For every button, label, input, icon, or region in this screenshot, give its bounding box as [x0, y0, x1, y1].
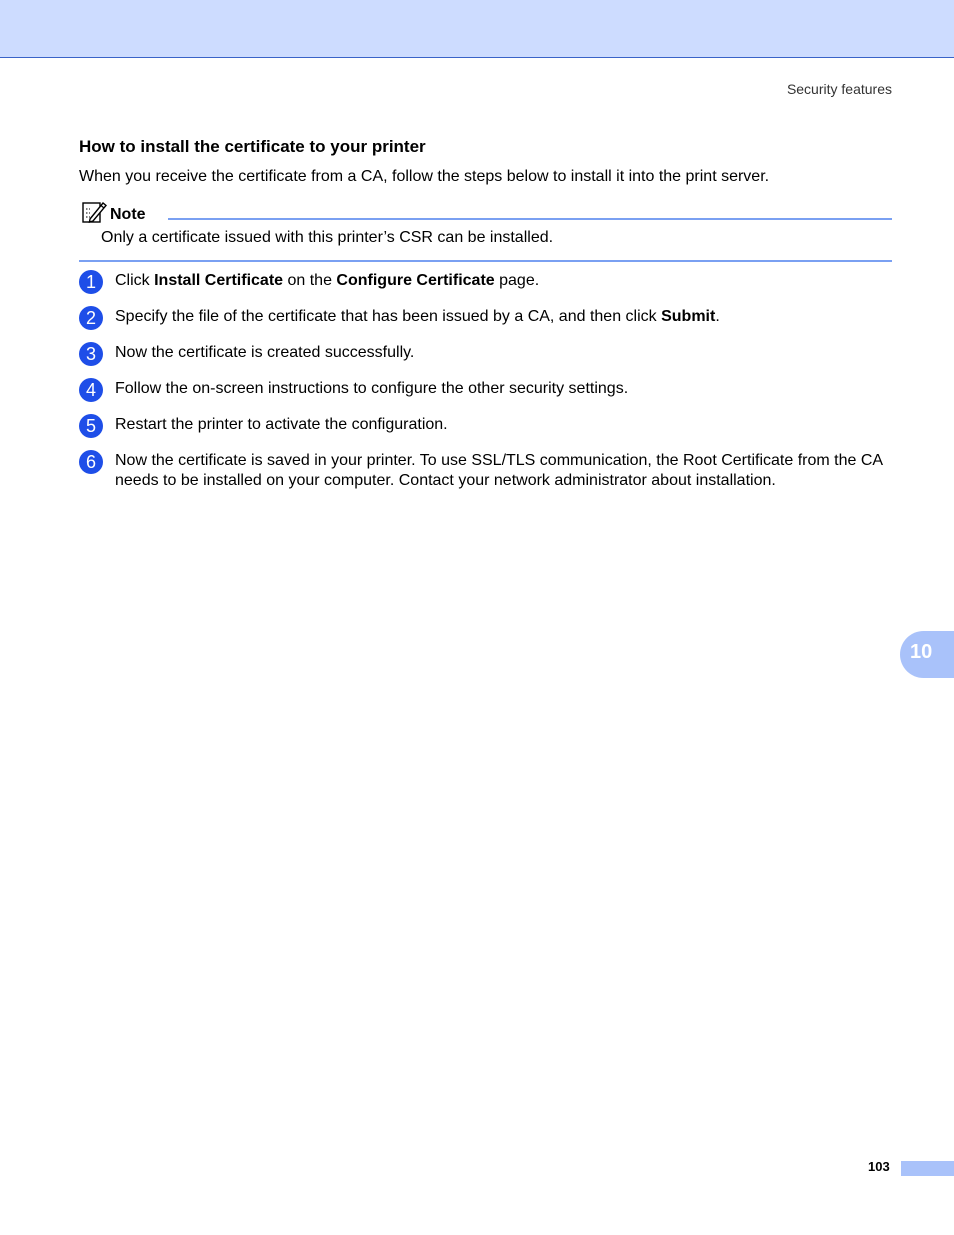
- step-number-badge: 4: [79, 378, 103, 402]
- ui-term: Install Certificate: [154, 272, 284, 289]
- step-text: [115, 307, 895, 327]
- step-text-run: Restart the printer to activate the configuration.: [115, 416, 448, 433]
- step-text-run: Click: [115, 272, 155, 289]
- note-divider: [168, 218, 892, 220]
- note-label: Note: [110, 206, 146, 223]
- step-text: [115, 379, 895, 399]
- intro-paragraph: When you receive the certificate from a CA, follow the steps below to install it into the print server.: [79, 168, 770, 185]
- step-text-run: Follow the on-screen instructions to configure the other security settings.: [115, 380, 629, 397]
- ui-term: Configure Certificate: [336, 272, 495, 289]
- step-text: [115, 343, 895, 363]
- step-number-badge: 5: [79, 414, 103, 438]
- step-text-run: Now the certificate is created successfully.: [115, 344, 415, 361]
- step-number-badge: 6: [79, 450, 103, 474]
- page-tab: [901, 1161, 954, 1176]
- step-text-run: .: [715, 308, 720, 325]
- step-text: [115, 451, 895, 491]
- chapter-tab: [900, 631, 954, 678]
- step-text-run: Specify the file of the certificate that has been issued by a CA, and then click: [115, 308, 662, 325]
- step-text-run: Now the certificate is saved in your printer. To use SSL/TLS communication, the Root Certificate from the CA needs to be installed on your computer. Contact your network administrator about installation.: [115, 452, 883, 489]
- step-text-run: on the: [283, 272, 337, 289]
- ui-term: Submit: [661, 308, 716, 325]
- step-text: [115, 415, 895, 435]
- step-text-run: page.: [494, 272, 540, 289]
- step-text: [115, 271, 895, 291]
- running-header: Security features: [786, 81, 892, 97]
- note-text: Only a certificate issued with this printer’s CSR can be installed.: [101, 229, 554, 246]
- step-number-badge: 1: [79, 270, 103, 294]
- page-number: 103: [868, 1159, 890, 1174]
- step-number-badge: 3: [79, 342, 103, 366]
- header-band: [0, 0, 954, 58]
- section-title: How to install the certificate to your printer: [79, 137, 426, 156]
- step-number-badge: 2: [79, 306, 103, 330]
- chapter-number: 10: [910, 641, 933, 663]
- note-box: [79, 200, 892, 262]
- note-pencil-icon: [81, 200, 107, 224]
